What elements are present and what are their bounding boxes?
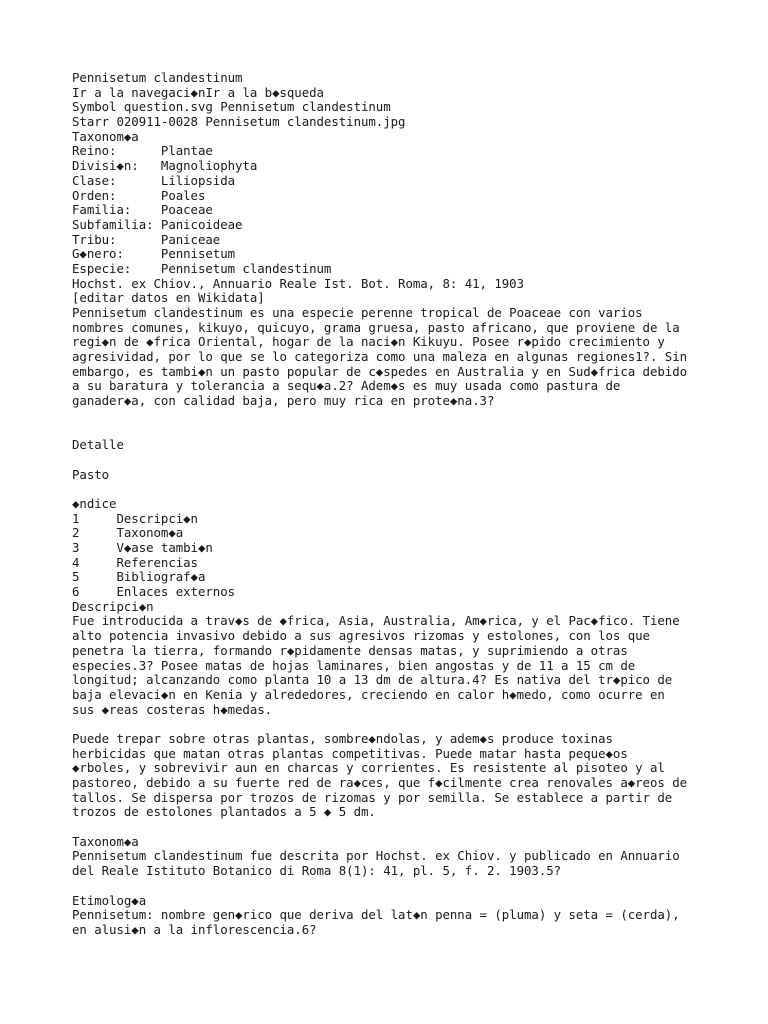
blank-line [72, 482, 762, 497]
text-line: longitud; alcanzando como planta 10 a 13 dm de altura.4? Es nativa del tr◆pico de [72, 672, 673, 688]
text-line: ganader◆a, con calidad baja, pero muy rica en prote◆na.3? [72, 393, 495, 409]
text-line: 1 Descripci◆n [72, 510, 198, 526]
text-line: Taxonom◆a [72, 833, 139, 849]
text-line: 4 Referencias [72, 554, 198, 570]
text-line: 2 Taxonom◆a [72, 525, 184, 541]
text-line: agresividad, por lo que se lo categoriza como una maleza en algunas regiones1?. Sin [72, 349, 688, 365]
text-line: Puede trepar sobre otras plantas, sombre◆ndolas, y adem◆s produce toxinas [72, 730, 613, 746]
text-line: tallos. Se dispersa por trozos de rizomas y por semilla. Se establece a partir de [72, 789, 673, 805]
text-line: embargo, es tambi◆n un pasto popular de c◆spedes en Australia y en Sud◆frica debido [72, 363, 688, 379]
text-line: Fue introducida a trav◆s de ◆frica, Asia, Australia, Am◆rica, y el Pac◆fico. Tiene [72, 613, 680, 629]
text-line: a su baratura y tolerancia a sequ◆a.2? Adem◆s es muy usada como pastura de [72, 378, 621, 394]
text-line: 6 Enlaces externos [72, 584, 236, 600]
blank-line [72, 409, 762, 424]
text-line: Reino: Plantae [72, 143, 213, 159]
text-line: Pennisetum: nombre gen◆rico que deriva del lat◆n penna = (pluma) y seta = (cerda), [72, 907, 680, 923]
text-line: Pennisetum clandestinum es una especie perenne tropical de Poaceae con varios [72, 305, 643, 320]
blank-line [72, 453, 762, 468]
text-line: penetra la tierra, formando r◆pidamente densas matas, y suprimiendo a otras [72, 642, 628, 658]
blank-line [72, 424, 762, 439]
text-line: en alusi◆n a la inflorescencia.6? [72, 921, 317, 937]
text-line: 5 Bibliograf◆a [72, 569, 206, 585]
text-line: especies.3? Posee matas de hojas laminares, bien angostas y de 11 a 15 cm de [72, 657, 636, 673]
text-line: herbicidas que matan otras plantas competitivas. Puede matar hasta peque◆os [72, 745, 628, 761]
text-line: Subfamilia: Panicoideae [72, 216, 243, 232]
text-line: Pasto [72, 466, 110, 482]
text-line: Descripci◆n [72, 598, 154, 614]
text-line: Etimolog◆a [72, 892, 147, 908]
text-line: Symbol question.svg Pennisetum clandestinum [72, 99, 391, 115]
text-line: Hochst. ex Chiov., Annuario Reale Ist. Bot. Roma, 8: 41, 1903 [72, 275, 524, 291]
text-line: Tribu: Paniceae [72, 231, 221, 247]
text-line: Divisi◆n: Magnoliophyta [72, 158, 258, 174]
text-line: nombres comunes, kikuyo, quicuyo, grama gruesa, pasto africano, que proviene de la [72, 319, 680, 335]
text-line: del Reale Istituto Botanico di Roma 8(1): 41, pl. 5, f. 2. 1903.5? [72, 863, 562, 879]
text-line: baja elevaci◆n en Kenia y alrededores, creciendo en calor h◆medo, como ocurre en [72, 686, 665, 702]
text-line: 3 V◆ase tambi◆n [72, 540, 213, 555]
text-line: G◆nero: Pennisetum [72, 246, 236, 262]
text-line: trozos de estolones plantados a 5 ◆ 5 dm. [72, 804, 376, 820]
blank-line [72, 879, 762, 894]
text-line: sus ◆reas costeras h◆medas. [72, 701, 273, 717]
text-line: Ir a la navegaci◆nIr a la b◆squeda [72, 84, 324, 100]
text-line: ◆rboles, y sobrevivir aun en charcas y corrientes. Es resistente al pisoteo y al [72, 760, 665, 776]
text-line: Detalle [72, 437, 124, 453]
text-line: Especie: Pennisetum clandestinum [72, 260, 332, 276]
text-line: [editar datos en Wikidata] [72, 290, 265, 306]
text-line: alto potencia invasivo debido a sus agresivos rizomas y estolones, con los que [72, 628, 650, 644]
text-line: Pennisetum clandestinum [72, 70, 243, 85]
text-line: Pennisetum clandestinum fue descrita por Hochst. ex Chiov. y publicado en Annuario [72, 848, 680, 864]
text-line: pastoreo, debido a su fuerte red de ra◆ces, que f◆cilmente crea renovales a◆reos de [72, 775, 688, 790]
text-line: Starr 020911-0028 Pennisetum clandestinum.jpg [72, 114, 406, 130]
text-line: Taxonom◆a [72, 128, 139, 144]
blank-line [72, 717, 762, 732]
document-body [72, 71, 762, 938]
text-line: Orden: Poales [72, 187, 206, 203]
text-line: ◆ndice [72, 495, 117, 511]
text-line: Familia: Poaceae [72, 202, 213, 218]
text-line: Clase: Liliopsida [72, 172, 236, 188]
text-line: regi◆n de ◆frica Oriental, hogar de la naci◆n Kikuyu. Posee r◆pido crecimiento y [72, 334, 665, 350]
blank-line [72, 820, 762, 835]
